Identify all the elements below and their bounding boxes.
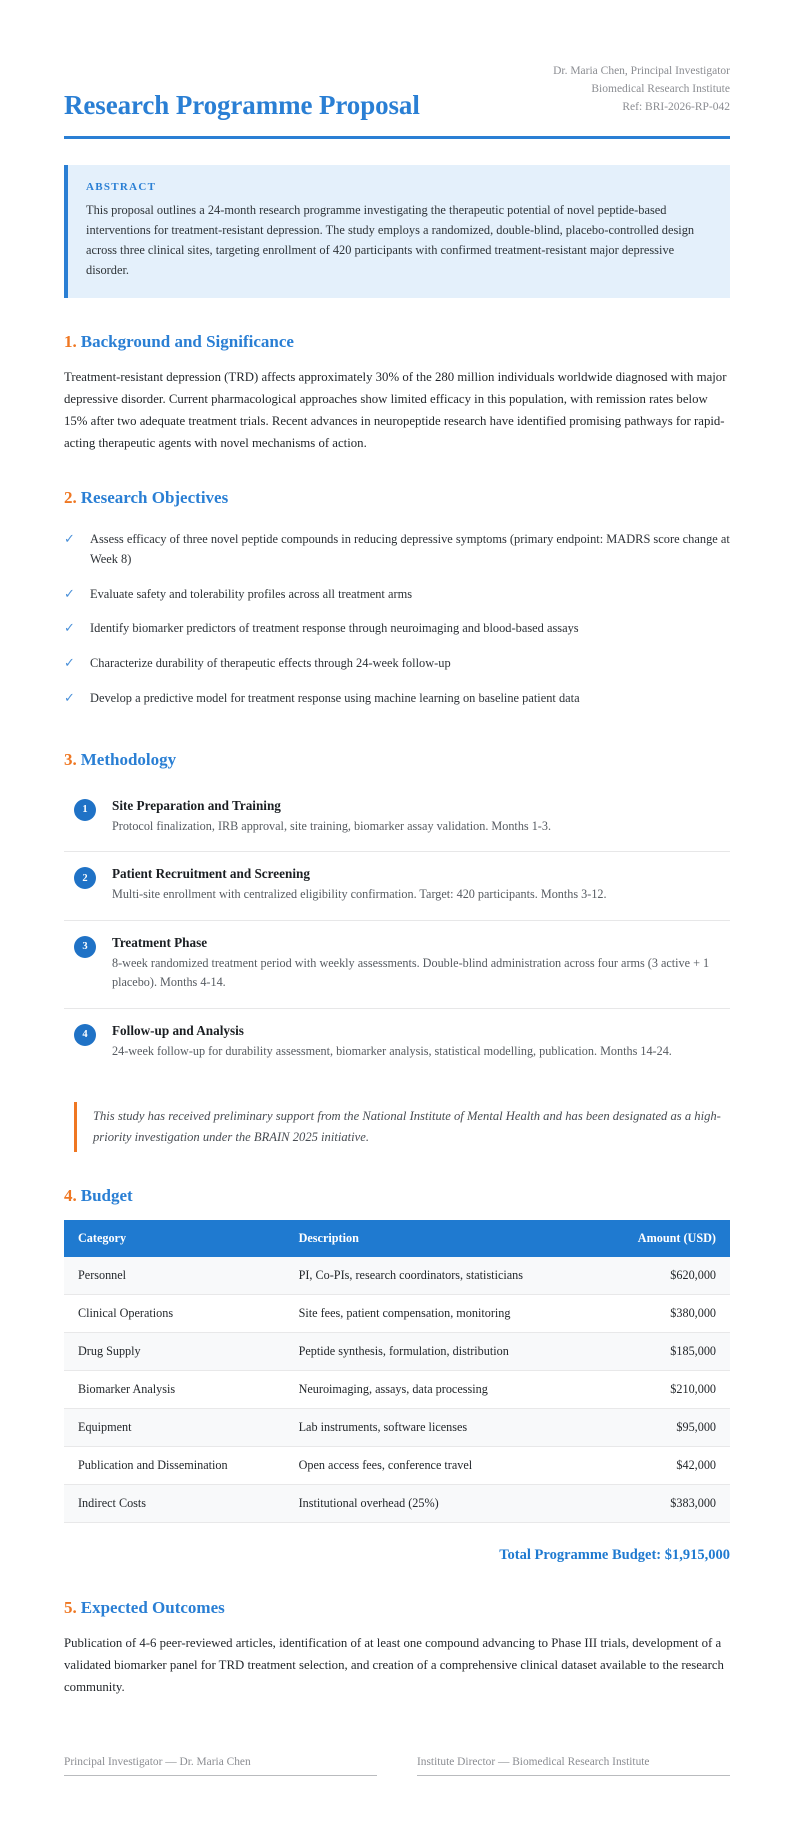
cell-amount: $380,000 (598, 1295, 730, 1333)
section-heading-background (64, 332, 730, 352)
cell-category: Publication and Dissemination (64, 1447, 285, 1485)
budget-total: Total Programme Budget: $1,915,000 (499, 1547, 730, 1564)
column-header-description: Description (285, 1220, 598, 1257)
step-row (64, 921, 730, 1009)
list-item (64, 646, 730, 681)
table-row (64, 1371, 730, 1409)
section-number: 1. (64, 332, 77, 352)
section-title: Background and Significance (80, 332, 294, 352)
abstract-body: This proposal outlines a 24-month research programme investigating the therapeutic potential of novel peptide-based interventions for treatment-resistant depression. The study employs a randomized, double-blind, placebo-controlled design across three clinical sites, targeting enrollment of 420 participants with confirmed treatment-resistant major depressive disorder. (86, 202, 695, 278)
column-header-category: Category (64, 1220, 285, 1257)
cell-category: Clinical Operations (64, 1295, 285, 1333)
signature-line-pi: Principal Investigator — Dr. Maria Chen (64, 1756, 377, 1776)
check-icon: ✓ (64, 689, 75, 705)
table-header-row (64, 1220, 730, 1257)
objectives-list (64, 522, 730, 715)
check-icon: ✓ (64, 531, 75, 547)
section-heading-budget (64, 1186, 730, 1206)
section-title: Research Objectives (80, 488, 229, 508)
cell-amount: $95,000 (598, 1409, 730, 1447)
step-number-badge: 3 (74, 936, 96, 958)
cell-amount: $620,000 (598, 1257, 730, 1295)
cell-description: Open access fees, conference travel (285, 1447, 598, 1485)
header-meta-investigator: Dr. Maria Chen, Principal Investigator (553, 65, 730, 77)
list-item (64, 577, 730, 612)
table-row (64, 1409, 730, 1447)
abstract-block (64, 165, 730, 298)
objective-text: Characterize durability of therapeutic effects through 24-week follow-up (90, 656, 451, 671)
table-row (64, 1295, 730, 1333)
cell-category: Biomarker Analysis (64, 1371, 285, 1409)
step-row (64, 852, 730, 921)
table-row (64, 1257, 730, 1295)
table-row (64, 1447, 730, 1485)
table-row (64, 1333, 730, 1371)
check-icon: ✓ (64, 585, 75, 601)
signature-line-director: Institute Director — Biomedical Research Institute (417, 1756, 730, 1776)
step-number-badge: 4 (74, 1024, 96, 1046)
step-title: Site Preparation and Training (112, 797, 281, 813)
step-title: Patient Recruitment and Screening (112, 866, 310, 882)
section-number: 2. (64, 488, 77, 508)
section-title: Expected Outcomes (80, 1598, 225, 1618)
cell-description: Neuroimaging, assays, data processing (285, 1371, 598, 1409)
cell-category: Drug Supply (64, 1333, 285, 1371)
cell-description: Lab instruments, software licenses (285, 1409, 598, 1447)
objective-text: Assess efficacy of three novel peptide compounds in reducing depressive symptoms (primary endpoint: MADRS score change at Week 8) (90, 532, 730, 567)
section-title: Budget (80, 1186, 133, 1206)
cell-amount: $42,000 (598, 1447, 730, 1485)
page-title: Research Programme Proposal (64, 89, 420, 120)
objective-text: Develop a predictive model for treatment response using machine learning on baseline patient data (90, 690, 580, 705)
step-row (64, 784, 730, 853)
section-objectives (64, 488, 730, 715)
methodology-steps (64, 784, 730, 1077)
section-heading-methodology (64, 750, 730, 770)
section-outcomes (64, 1598, 730, 1698)
section-number: 3. (64, 749, 77, 769)
abstract-label: ABSTRACT (86, 180, 157, 193)
budget-table (64, 1220, 730, 1523)
step-title: Treatment Phase (112, 934, 208, 950)
step-description: Protocol finalization, IRB approval, site training, biomarker assay validation. Months 1-3. (112, 818, 551, 833)
document-header (64, 62, 730, 134)
cell-category: Equipment (64, 1409, 285, 1447)
cell-description: Institutional overhead (25%) (285, 1485, 598, 1523)
step-title: Follow-up and Analysis (112, 1022, 244, 1038)
signature-block (64, 1756, 730, 1776)
cell-description: Site fees, patient compensation, monitoring (285, 1295, 598, 1333)
list-item (64, 522, 730, 576)
step-description: Multi-site enrollment with centralized eligibility confirmation. Target: 420 participants. Months 3-12. (112, 887, 607, 902)
step-row (64, 1009, 730, 1077)
cell-description: PI, Co-PIs, research coordinators, statisticians (285, 1257, 598, 1295)
step-description: 8-week randomized treatment period with weekly assessments. Double-blind administration across four arms (3 active + 1 placebo). Months 4-14. (112, 955, 710, 990)
section-number: 4. (64, 1186, 77, 1206)
header-meta-ref: Ref: BRI-2026-RP-042 (622, 101, 730, 114)
header-meta-institute: Biomedical Research Institute (591, 83, 730, 96)
step-number-badge: 2 (74, 867, 96, 889)
section-background (64, 332, 730, 454)
step-description: 24-week follow-up for durability assessment, biomarker analysis, statistical modelling, publication. Months 14-24. (112, 1043, 672, 1058)
header-meta (553, 62, 730, 120)
table-row (64, 1485, 730, 1523)
section-methodology (64, 750, 730, 1077)
header-divider (64, 136, 730, 139)
section-budget (64, 1186, 730, 1564)
section-number: 5. (64, 1598, 77, 1618)
cell-amount: $383,000 (598, 1485, 730, 1523)
section-heading-outcomes (64, 1598, 730, 1618)
background-body: Treatment-resistant depression (TRD) affects approximately 30% of the 280 million individuals worldwide diagnosed with major depressive disorder. Current pharmacological approaches show limited efficacy in this population, with remission rates below 15% after two adequate treatment trials. Recent advances in neuropeptide research have identified promising pathways for rapid-acting therapeutic agents with novel mechanisms of action. (64, 370, 727, 451)
callout-note: This study has received preliminary support from the National Institute of Mental Health and has been designated as a high-priority investigation under the BRAIN 2025 initiative. (74, 1102, 730, 1152)
cell-category: Personnel (64, 1257, 285, 1295)
column-header-amount: Amount (USD) (598, 1220, 730, 1257)
cell-amount: $210,000 (598, 1371, 730, 1409)
check-icon: ✓ (64, 655, 75, 671)
cell-amount: $185,000 (598, 1333, 730, 1371)
section-title: Methodology (80, 749, 177, 769)
objective-text: Evaluate safety and tolerability profiles across all treatment arms (90, 586, 413, 601)
outcomes-body: Publication of 4-6 peer-reviewed articles, identification of at least one compound advancing to Phase III trials, development of a validated biomarker panel for TRD treatment selection, and creation of a comprehensive clinical dataset available to the research community. (64, 1636, 724, 1695)
check-icon: ✓ (64, 620, 75, 636)
list-item (64, 681, 730, 716)
list-item (64, 611, 730, 646)
cell-description: Peptide synthesis, formulation, distribution (285, 1333, 598, 1371)
section-heading-objectives (64, 488, 730, 508)
step-number-badge: 1 (74, 799, 96, 821)
objective-text: Identify biomarker predictors of treatment response through neuroimaging and blood-based assays (90, 621, 579, 636)
cell-category: Indirect Costs (64, 1485, 285, 1523)
